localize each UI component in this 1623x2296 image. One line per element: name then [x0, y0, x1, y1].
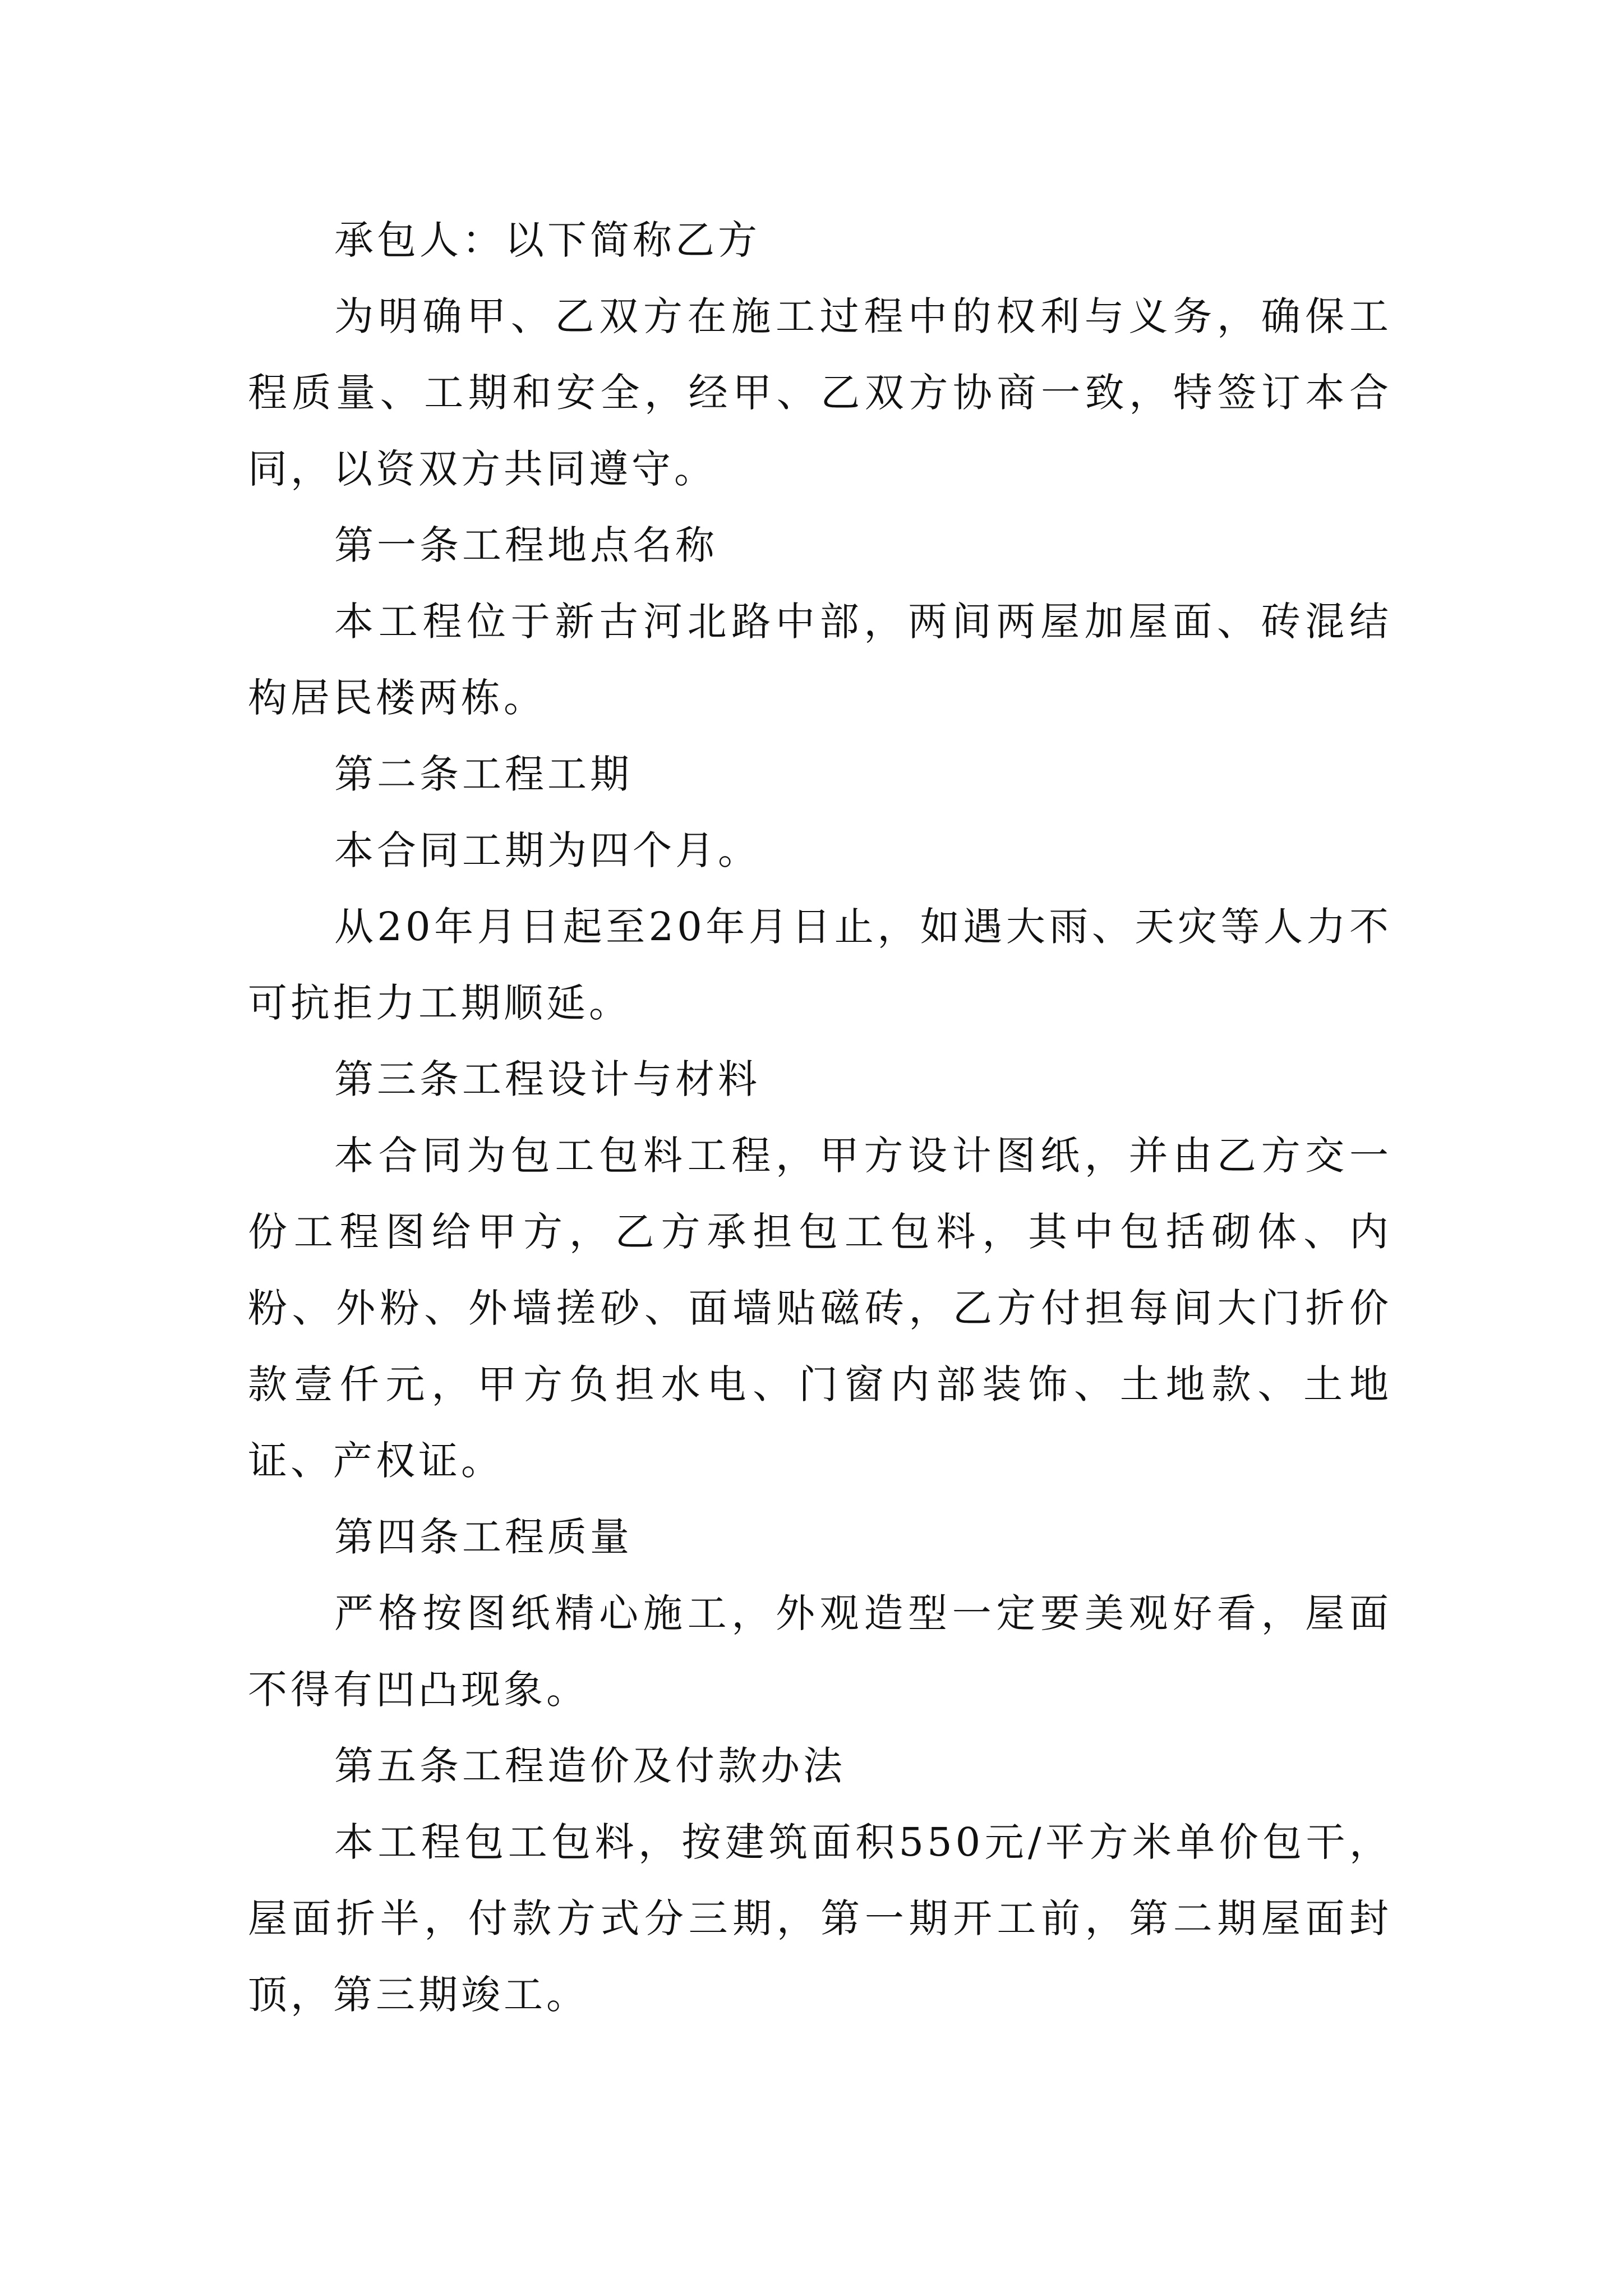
paragraph-article-3: 本合同为包工包料工程，甲方设计图纸，并由乙方交一份工程图给甲方，乙方承担包工包料，其中包括砌体、内粉、外粉、外墙搓砂、面墙贴磁砖，乙方付担每间大门折价款壹仟元，甲方负担水电、门窗内部装饰、土地款、土地证、产权证。 [248, 1133, 1392, 1484]
heading-article-4: 第四条工程质量 [334, 1514, 633, 1560]
paragraph-purpose: 为明确甲、乙双方在施工过程中的权利与义务，确保工程质量、工期和安全，经甲、乙双方协商一致，特签订本合同，以资双方共同遵守。 [248, 293, 1392, 492]
paragraph-contractor: 承包人：以下简称乙方 [334, 217, 760, 263]
paragraph-article-4: 严格按图纸精心施工，外观造型一定要美观好看，屋面不得有凹凸现象。 [248, 1590, 1392, 1713]
heading-article-2: 第二条工程工期 [334, 751, 633, 797]
paragraph-article-1: 本工程位于新古河北路中部，两间两屋加屋面、砖混结构居民楼两栋。 [248, 599, 1392, 721]
paragraph-article-2-dates: 从20年月日起至20年月日止，如遇大雨、天灾等人力不可抗拒力工期顺延。 [248, 904, 1392, 1026]
paragraph-article-5: 本工程包工包料，按建筑面积550元/平方米单价包干，屋面折半，付款方式分三期，第一期开工前，第二期屋面封顶，第三期竣工。 [248, 1819, 1392, 2018]
heading-article-3: 第三条工程设计与材料 [334, 1056, 760, 1102]
document-body [248, 202, 1392, 2033]
heading-article-1: 第一条工程地点名称 [334, 522, 718, 568]
paragraph-article-2-duration: 本合同工期为四个月。 [334, 827, 760, 873]
heading-article-5: 第五条工程造价及付款办法 [334, 1743, 846, 1789]
